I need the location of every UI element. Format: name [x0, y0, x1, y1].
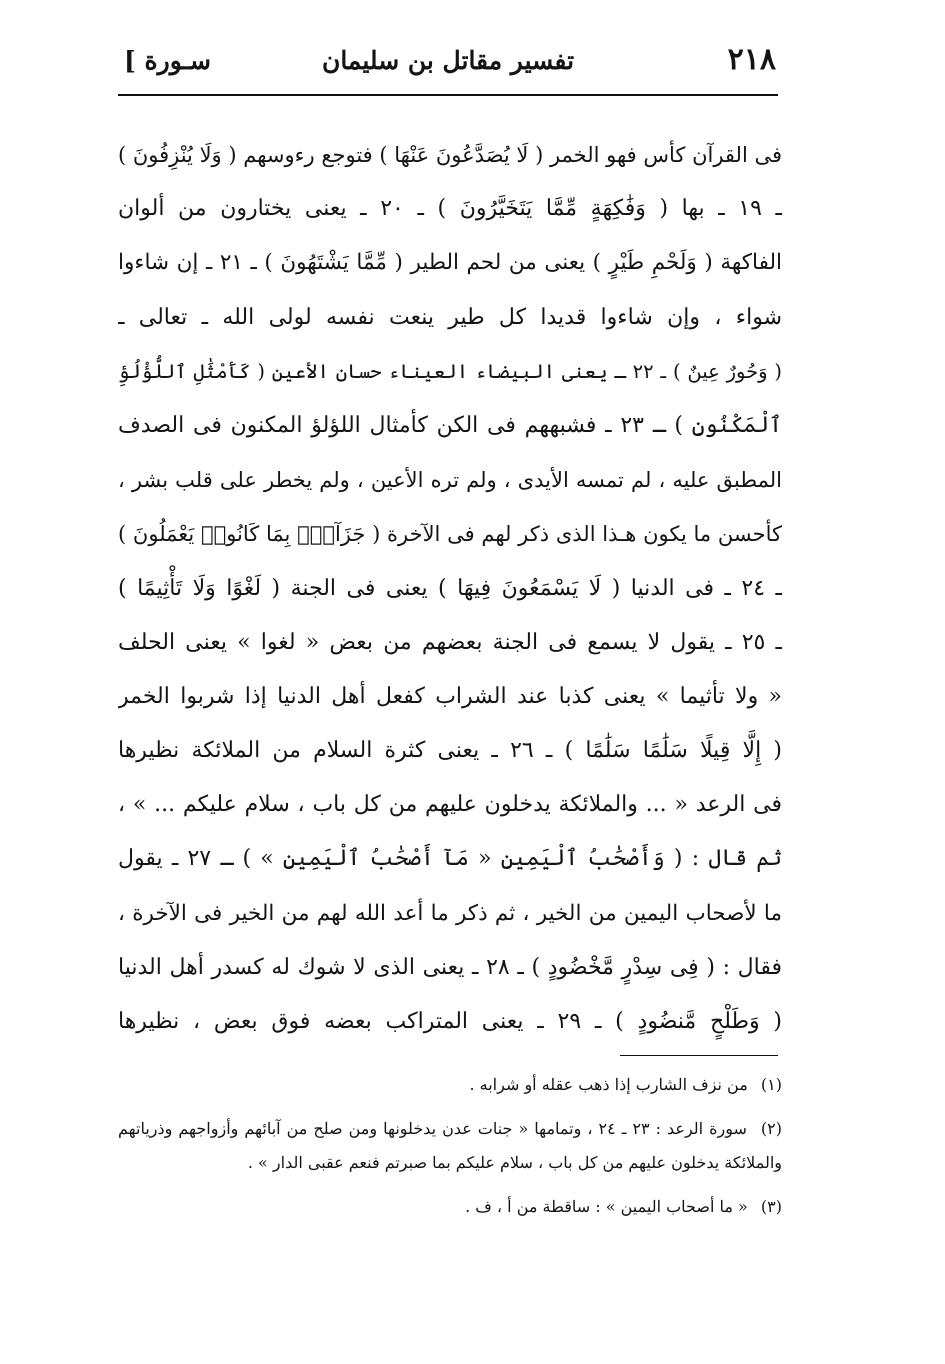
footnote-text: من نزف الشارب إذا ذهب عقله أو شرابه . — [469, 1075, 748, 1094]
text-line: ـ ١٩ ـ بها ( وَفَٰكِهَةٍ مِّمَّا يَتَخَيَّرُونَ ) ـ ٢٠ ـ يعنى يختارون من ألوان — [118, 196, 782, 222]
header-divider — [118, 94, 778, 96]
footnote-text: « ما أصحاب اليمين » : ساقطة من أ ، ف . — [465, 1197, 748, 1216]
commentary-text — [118, 128, 782, 1049]
surah-label: سـورة ] — [124, 46, 211, 75]
text-line: شواء ، وإن شاءوا قديدا كل طير ينعت نفسه لولى الله ـ تعالى ـ — [118, 304, 782, 330]
text-line: ما لأصحاب اليمين من الخير ، ثم ذكر ما أعد الله لهم من الخير فى الآخرة ، — [118, 900, 782, 926]
footnote-number: (١) — [760, 1075, 782, 1094]
text-line: الفاكهة ( وَلَحْمِ طَيْرٍ ) يعنى من لحم الطير ( مِّمَّا يَشْتَهُونَ ) ـ ٢١ ـ إن شاءوا — [118, 250, 782, 276]
text-line: ( إِلَّا قِيلًا سَلَٰمًا سَلَٰمًا ) ـ ٢٦ ـ يعنى كثرة السلام من الملائكة نظيرها — [118, 738, 782, 764]
text-line: ثم قال : ( وَأَصْحَٰبُ ٱلْيَمِينِ « مَآ أَصْحَٰبُ ٱلْيَمِينِ » ) ـ ٢٧ ـ يقول — [118, 846, 782, 872]
text-line: فقال : ( فِى سِدْرٍ مَّخْضُودٍ ) ـ ٢٨ ـ يعنى الذى لا شوك له كسدر أهل الدنيا — [118, 954, 782, 980]
footnote-3 — [118, 1190, 782, 1224]
text-line: فى القرآن كأس فهو الخمر ( لَا يُصَدَّعُونَ عَنْهَا ) فتوجع رءوسهم ( وَلَا يُنْزِفُونَ ) — [118, 143, 782, 167]
footnote-number: (٣) — [760, 1197, 782, 1216]
text-line: ـ ٢٤ ـ فى الدنيا ( لَا يَسْمَعُونَ فِيهَا ) يعنى فى الجنة ( لَغْوًا وَلَا تَأْثِيمًا ) — [118, 575, 782, 601]
footnote-1 — [118, 1068, 782, 1102]
footnote-2 — [118, 1112, 782, 1180]
text-line: ( وَطَلْحٍ مَّنضُودٍ ) ـ ٢٩ ـ يعنى المتراكب بعضه فوق بعض ، نظيرها — [118, 1009, 782, 1034]
running-title: تفسير مقاتل بن سليمان — [321, 46, 575, 75]
text-line: ٱلْمَكْنُونِ ) ـ ٢٣ ـ فشبههم فى الكن كأمثال اللؤلؤ المكنون فى الصدف — [118, 412, 782, 438]
text-line: كأحسن ما يكون هـذا الذى ذكر لهم فى الآخرة ( جَزَآءًۢ بِمَا كَانُوا۟ يَعْمَلُونَ ) — [118, 522, 782, 547]
footnote-text: سورة الرعد : ٢٣ ـ ٢٤ ، وتمامها « جنات عدن يدخلونها ومن صلح من آبائهم وأزواجهم وذرياتهم والملائكة يدخلون عليهم من كل باب ، سلام عليكم بما صبرتم فنعم عقبى الدار » . — [118, 1119, 782, 1172]
text-line: ـ ٢٥ ـ يقول لا يسمع فى الجنة بعضهم من بعض « لغوا » يعنى الحلف — [118, 629, 782, 655]
footnote-divider — [620, 1055, 778, 1056]
text-line: « ولا تأثيما » يعنى كذبا عند الشراب كفعل أهل الدنيا إذا شربوا الخمر — [118, 683, 782, 709]
footnote-number: (٢) — [760, 1119, 782, 1138]
text-line: ( وَحُورٌ عِينٌ ) ـ ٢٢ ـ يعنى البيضاء العيناء حسان الأعين ( كَأَمْثَٰلِ ٱللُّؤْلُؤِ — [118, 359, 782, 383]
page-number: ٢١٨ — [727, 42, 776, 77]
footnotes — [118, 1068, 782, 1234]
page-header — [118, 36, 778, 94]
text-line: المطبق عليه ، لم تمسه الأيدى ، ولم تره الأعين ، ولم يخطر على قلب بشر ، — [118, 468, 782, 493]
text-line: فى الرعد « ... والملائكة يدخلون عليهم من كل باب ، سلام عليكم ... » ، — [118, 792, 782, 818]
